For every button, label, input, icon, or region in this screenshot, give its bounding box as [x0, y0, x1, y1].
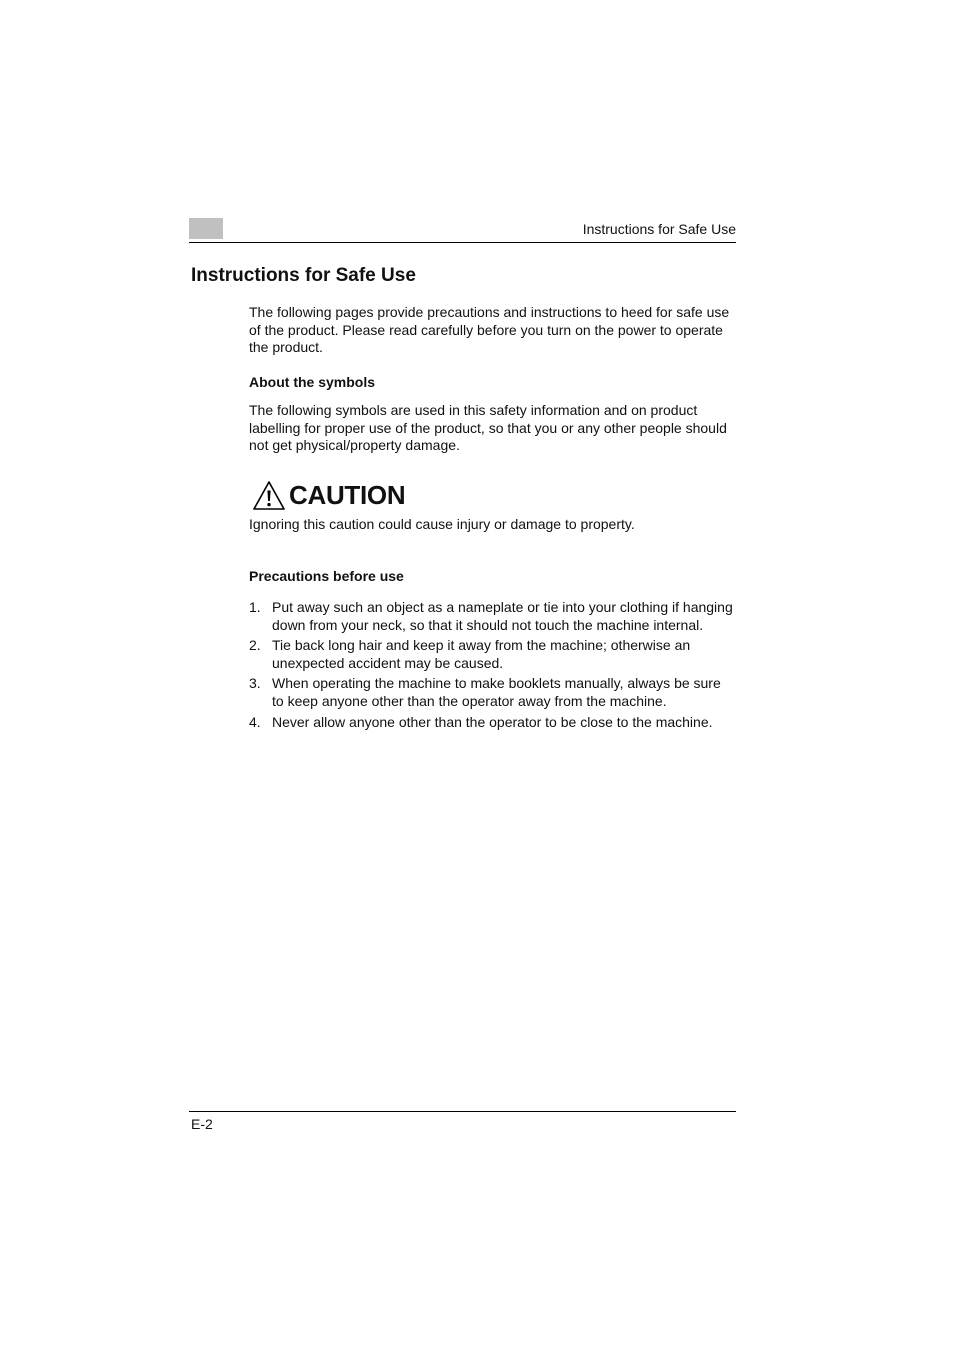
list-item-text: When operating the machine to make booklets manually, always be sure to keep anyone other than the operator away from the machine.: [272, 675, 721, 709]
caution-symbol: [252, 479, 405, 511]
running-header: Instructions for Safe Use: [582, 221, 736, 237]
page-title: Instructions for Safe Use: [191, 265, 416, 286]
intro-text: The following pages provide precautions and instructions to heed for safe use of the product. Please read carefully before you turn on the power to operate the product.: [249, 304, 730, 356]
warning-triangle-icon: [252, 480, 286, 511]
symbols-text: The following symbols are used in this safety information and on product labelling for proper use of the product, so that you or any other people should not get physical/property damage.: [249, 402, 727, 454]
precautions-list: [249, 599, 736, 734]
list-item: [249, 675, 736, 710]
caution-label: CAUTION: [289, 480, 406, 510]
page-number: E-2: [191, 1116, 213, 1132]
header-rule: [189, 242, 736, 243]
caution-description: Ignoring this caution could cause injury or damage to property.: [249, 516, 635, 532]
list-item-number: 4.: [249, 713, 261, 730]
chapter-tab: [189, 218, 223, 239]
list-item-text: Tie back long hair and keep it away from the machine; otherwise an unexpected accident may be caused.: [272, 637, 691, 671]
list-item-text: Put away such an object as a nameplate or tie into your clothing if hanging down from your neck, so that it should not touch the machine internal.: [272, 599, 733, 633]
list-item-number: 2.: [249, 637, 261, 654]
intro-paragraph: [249, 304, 736, 357]
symbols-paragraph: [249, 402, 736, 455]
list-item-number: 3.: [249, 675, 261, 692]
list-item-number: 1.: [249, 599, 261, 615]
list-item: [249, 637, 736, 672]
list-item: [249, 714, 736, 732]
list-item: [249, 599, 736, 634]
symbols-heading: About the symbols: [249, 374, 376, 390]
footer-rule: [189, 1111, 736, 1112]
list-item-text: Never allow anyone other than the operator to be close to the machine.: [272, 713, 713, 730]
precautions-heading: Precautions before use: [249, 568, 404, 584]
